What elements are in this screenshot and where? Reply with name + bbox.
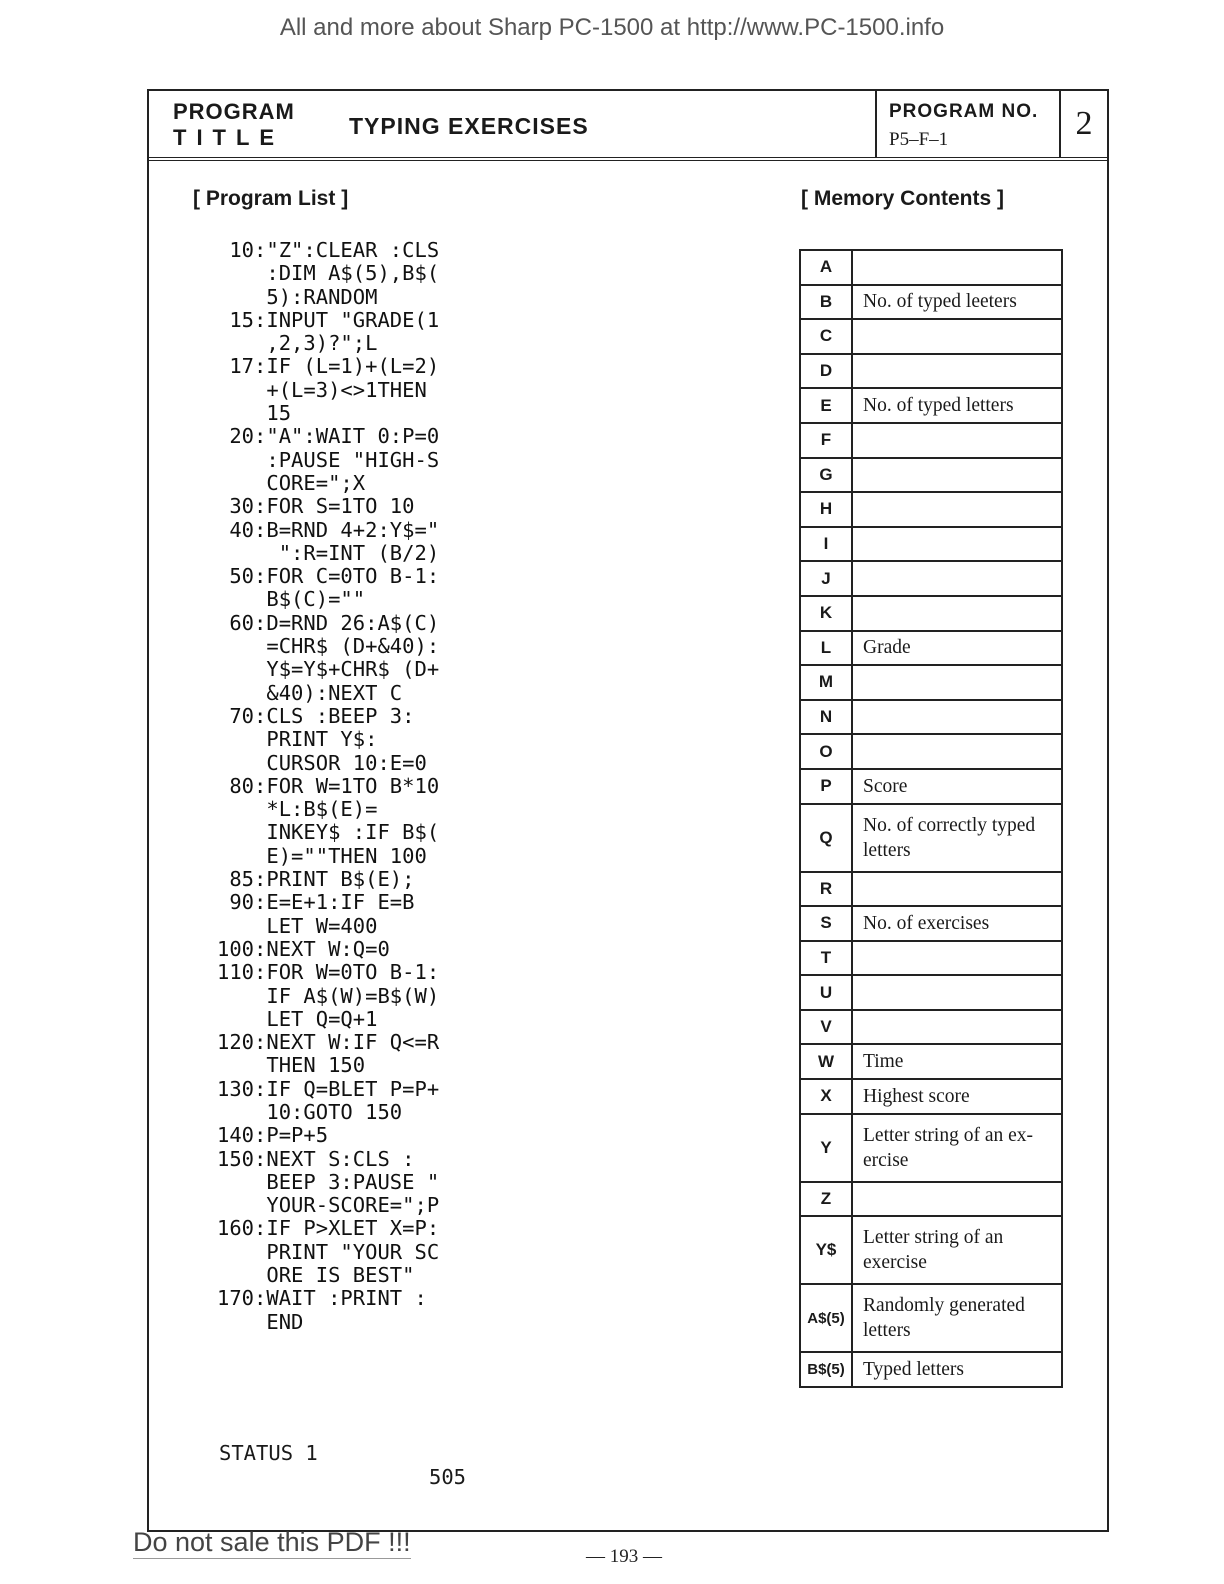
memory-key: C bbox=[800, 319, 852, 354]
memory-key: S bbox=[800, 906, 852, 941]
memory-value: Letter string of an exercise bbox=[852, 1216, 1062, 1284]
memory-key: P bbox=[800, 769, 852, 804]
memory-value bbox=[852, 975, 1062, 1010]
program-number-label: PROGRAM NO. bbox=[889, 101, 1039, 122]
memory-value bbox=[852, 872, 1062, 907]
memory-row bbox=[800, 458, 1062, 493]
program-title: TYPING EXERCISES bbox=[349, 113, 589, 139]
memory-key: R bbox=[800, 872, 852, 907]
memory-key: F bbox=[800, 423, 852, 458]
memory-key: X bbox=[800, 1079, 852, 1114]
memory-row bbox=[800, 1010, 1062, 1045]
memory-key: I bbox=[800, 527, 852, 562]
memory-key: N bbox=[800, 700, 852, 735]
program-title-label bbox=[173, 99, 295, 151]
memory-row bbox=[800, 388, 1062, 423]
memory-table bbox=[799, 249, 1063, 1388]
memory-key: T bbox=[800, 941, 852, 976]
memory-value bbox=[852, 423, 1062, 458]
memory-row bbox=[800, 1216, 1062, 1284]
memory-row bbox=[800, 527, 1062, 562]
memory-value bbox=[852, 458, 1062, 493]
memory-row bbox=[800, 492, 1062, 527]
memory-value: No. of exercises bbox=[852, 906, 1062, 941]
memory-key: Z bbox=[800, 1182, 852, 1217]
memory-value bbox=[852, 319, 1062, 354]
memory-row bbox=[800, 941, 1062, 976]
title-label: TITLE bbox=[173, 125, 285, 150]
memory-row bbox=[800, 561, 1062, 596]
memory-key: W bbox=[800, 1044, 852, 1079]
memory-key: B bbox=[800, 285, 852, 320]
memory-row bbox=[800, 596, 1062, 631]
memory-row bbox=[800, 1079, 1062, 1114]
memory-value bbox=[852, 250, 1062, 285]
header-url: All and more about Sharp PC-1500 at http://www.PC-1500.info bbox=[279, 14, 945, 41]
memory-row bbox=[800, 906, 1062, 941]
memory-key: O bbox=[800, 734, 852, 769]
memory-key: J bbox=[800, 561, 852, 596]
memory-value bbox=[852, 354, 1062, 389]
page-number: — 193 — bbox=[586, 1546, 662, 1567]
memory-key: K bbox=[800, 596, 852, 631]
memory-row bbox=[800, 354, 1062, 389]
memory-value: Grade bbox=[852, 631, 1062, 666]
memory-row bbox=[800, 665, 1062, 700]
memory-value bbox=[852, 734, 1062, 769]
memory-value: Randomly generated letters bbox=[852, 1284, 1062, 1352]
memory-value bbox=[852, 492, 1062, 527]
memory-value: Letter string of an ex-ercise bbox=[852, 1114, 1062, 1182]
memory-key: D bbox=[800, 354, 852, 389]
memory-value: Score bbox=[852, 769, 1062, 804]
memory-value: No. of typed letters bbox=[852, 388, 1062, 423]
memory-row bbox=[800, 285, 1062, 320]
memory-key: M bbox=[800, 665, 852, 700]
memory-row bbox=[800, 804, 1062, 872]
memory-key: U bbox=[800, 975, 852, 1010]
program-label: PROGRAM bbox=[173, 99, 295, 124]
title-bar bbox=[149, 91, 1107, 161]
memory-value: No. of correctly typed letters bbox=[852, 804, 1062, 872]
memory-key: B$(5) bbox=[800, 1352, 852, 1387]
memory-value bbox=[852, 596, 1062, 631]
memory-key: Q bbox=[800, 804, 852, 872]
memory-key: H bbox=[800, 492, 852, 527]
memory-key: A bbox=[800, 250, 852, 285]
program-list-heading: [ Program List ] bbox=[193, 187, 349, 210]
memory-row bbox=[800, 872, 1062, 907]
memory-row bbox=[800, 769, 1062, 804]
memory-row bbox=[800, 975, 1062, 1010]
memory-value: Typed letters bbox=[852, 1352, 1062, 1387]
memory-row bbox=[800, 1044, 1062, 1079]
memory-row bbox=[800, 1114, 1062, 1182]
byte-count: 505 bbox=[429, 1465, 467, 1489]
memory-key: L bbox=[800, 631, 852, 666]
memory-contents-heading: [ Memory Contents ] bbox=[801, 187, 1005, 210]
memory-value bbox=[852, 527, 1062, 562]
memory-value: No. of typed leeters bbox=[852, 285, 1062, 320]
memory-row bbox=[800, 1284, 1062, 1352]
memory-key: Y$ bbox=[800, 1216, 852, 1284]
memory-value: Time bbox=[852, 1044, 1062, 1079]
page-index: 2 bbox=[1075, 105, 1093, 142]
memory-key: V bbox=[800, 1010, 852, 1045]
memory-row bbox=[800, 631, 1062, 666]
program-code: 10:"Z":CLEAR :CLS :DIM A$(5),B$( 5):RANDOM 15:INPUT "GRADE(1 ,2,3)?";L 17:IF (L=1)+(L=2) +(L=3)<>1THEN 15 20:"A":WAIT 0:P=0 :PAUSE "HIGH-S CORE=";X 30:FOR S=1TO 10 40:B=RND 4+2:Y$=" ":R=INT (B/2) 50:FOR C=0TO B-1: B$(C)="" 60:D=RND 26:A$(C) =CHR$ (D+&40): Y$=Y$+CHR$ (D+ &40):NEXT C 70:CLS :BEEP 3: PRINT Y$: CURSOR 10:E=0 80:FOR W=1TO B*10 *L:B$(E)= INKEY$ :IF B$( E)=""THEN 100 85:PRINT B$(E); 90:E=E+1:IF E=B LET W=400 100:NEXT W:Q=0 110:FOR W=0TO B-1: IF A$(W)=B$(W) LET Q=Q+1 120:NEXT W:IF Q<=R THEN 150 130:IF Q=BLET P=P+ 10:GOTO 150 140:P=P+5 150:NEXT S:CLS : BEEP 3:PAUSE " YOUR-SCORE=";P 160:IF P>XLET X=P: PRINT "YOUR SC ORE IS BEST" 170:WAIT :PRINT : END bbox=[217, 238, 440, 1334]
memory-row bbox=[800, 734, 1062, 769]
memory-row bbox=[800, 700, 1062, 735]
memory-value bbox=[852, 561, 1062, 596]
memory-row bbox=[800, 1352, 1062, 1387]
memory-value bbox=[852, 665, 1062, 700]
memory-key: Y bbox=[800, 1114, 852, 1182]
program-sheet bbox=[147, 89, 1109, 1532]
memory-value bbox=[852, 941, 1062, 976]
memory-row bbox=[800, 319, 1062, 354]
memory-row bbox=[800, 1182, 1062, 1217]
memory-key: A$(5) bbox=[800, 1284, 852, 1352]
memory-value bbox=[852, 1182, 1062, 1217]
status-line: STATUS 1 bbox=[219, 1441, 318, 1465]
memory-key: E bbox=[800, 388, 852, 423]
program-number: P5–F–1 bbox=[889, 129, 949, 150]
footer-note: Do not sale this PDF !!! bbox=[133, 1527, 411, 1557]
memory-row bbox=[800, 423, 1062, 458]
memory-value: Highest score bbox=[852, 1079, 1062, 1114]
memory-key: G bbox=[800, 458, 852, 493]
memory-value bbox=[852, 700, 1062, 735]
program-number-block bbox=[875, 91, 1061, 157]
memory-row bbox=[800, 250, 1062, 285]
memory-value bbox=[852, 1010, 1062, 1045]
